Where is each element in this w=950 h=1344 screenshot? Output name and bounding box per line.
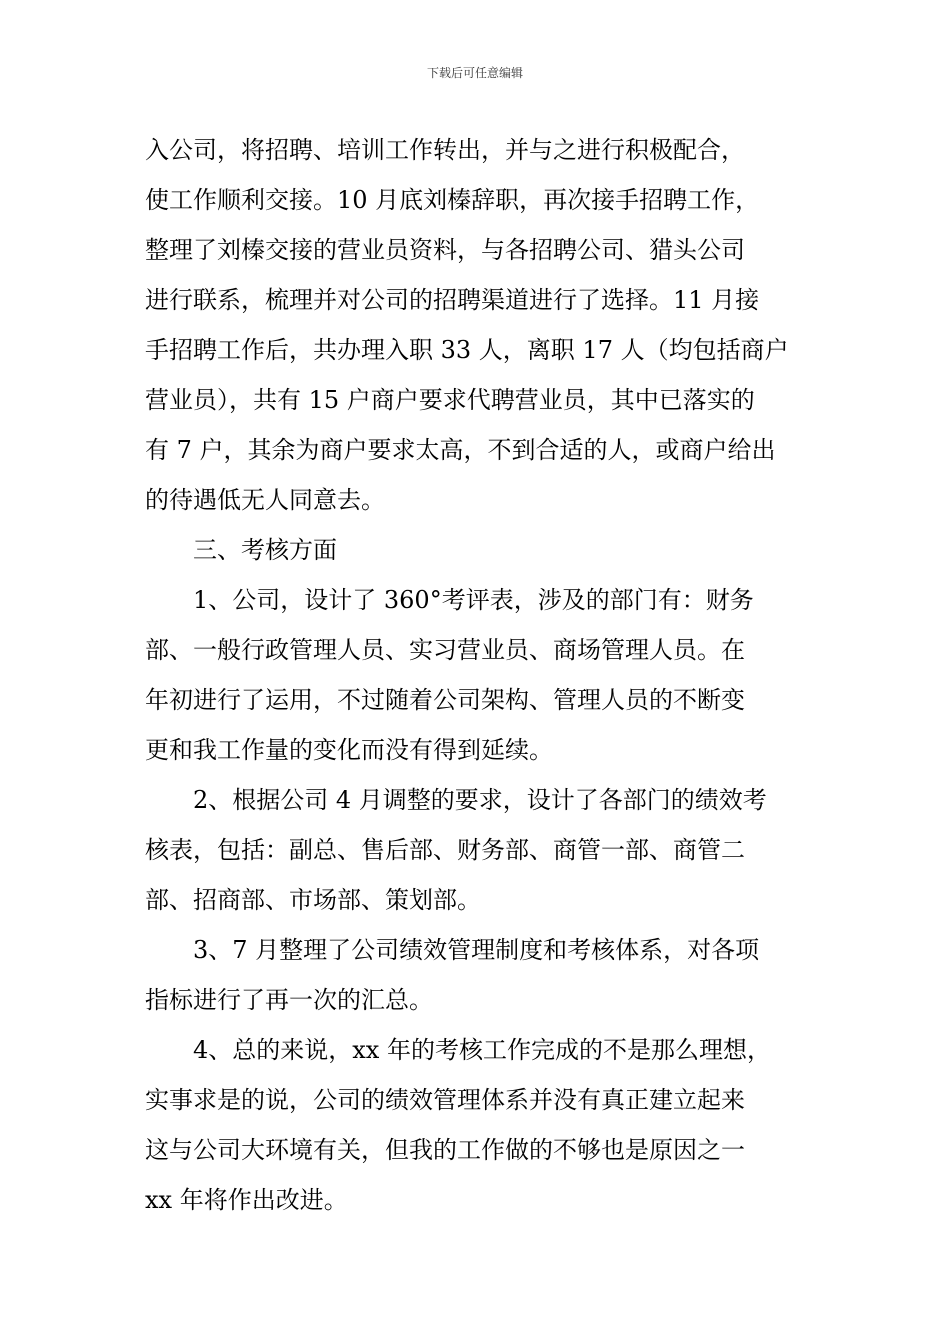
text-line: 更和我工作量的变化而没有得到延续。 — [145, 736, 553, 764]
text-line: 的待遇低无人同意去。 — [145, 486, 385, 514]
text-line: 入公司，将招聘、培训工作转出，并与之进行积极配合， — [145, 136, 745, 164]
text-line: 1、公司，设计了 360°考评表，涉及的部门有：财务 — [193, 586, 754, 614]
text-line: 年初进行了运用，不过随着公司架构、管理人员的不断变 — [145, 686, 745, 714]
document-body — [145, 125, 811, 1225]
text-line: 2、根据公司 4 月调整的要求，设计了各部门的绩效考 — [193, 786, 767, 814]
text-line: 进行联系，梳理并对公司的招聘渠道进行了选择。11 月接 — [145, 286, 760, 314]
text-line: 有 7 户，其余为商户要求太高，不到合适的人，或商户给出 — [145, 436, 776, 464]
text-line: 4、总的来说，xx 年的考核工作完成的不是那么理想， — [193, 1036, 771, 1064]
section-heading: 三、考核方面 — [193, 536, 337, 564]
text-line: xx 年将作出改进。 — [145, 1186, 348, 1214]
text-line: 使工作顺利交接。10 月底刘榛辞职，再次接手招聘工作， — [145, 186, 760, 214]
page-header: 下载后可任意编辑 — [426, 66, 523, 80]
text-line: 3、7 月整理了公司绩效管理制度和考核体系，对各项 — [193, 936, 760, 964]
text-line: 这与公司大环境有关，但我的工作做的不够也是原因之一 — [145, 1136, 745, 1164]
text-line: 指标进行了再一次的汇总。 — [145, 986, 433, 1014]
text-line: 部、一般行政管理人员、实习营业员、商场管理人员。在 — [145, 636, 745, 664]
text-line: 营业员），共有 15 户商户要求代聘营业员，其中已落实的 — [145, 386, 755, 414]
text-line: 核表，包括：副总、售后部、财务部、商管一部、商管二 — [145, 836, 745, 864]
text-line: 实事求是的说，公司的绩效管理体系并没有真正建立起来 — [145, 1086, 745, 1114]
text-line: 部、招商部、市场部、策划部。 — [145, 886, 481, 914]
text-line: 手招聘工作后，共办理入职 33 人，离职 17 人（均包括商户 — [145, 336, 789, 364]
text-line: 整理了刘榛交接的营业员资料，与各招聘公司、猎头公司 — [145, 236, 745, 264]
